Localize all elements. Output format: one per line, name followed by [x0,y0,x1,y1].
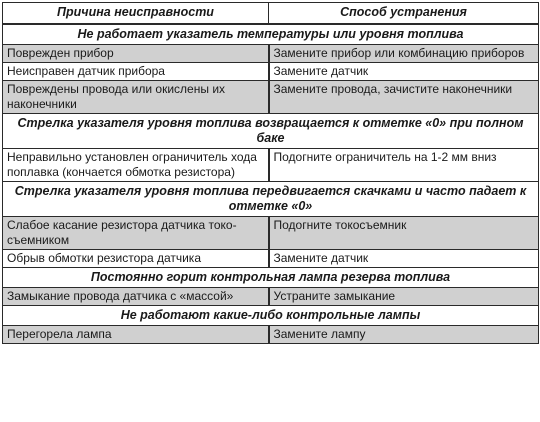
table-row [3,63,539,81]
cause-cell: Замыкание провода датчика с «массой» [3,288,269,306]
section-title: Не работают какие-либо контрольные лампы [3,306,539,326]
cause-cell: Неисправен датчик прибора [3,63,269,81]
cause-cell: Повреждены провода или окислены их наконечники [3,81,269,114]
table-row [3,149,539,182]
table-row [3,326,539,344]
table-row [3,250,539,268]
cause-cell: Слабое касание резистора датчика токосъемником [3,217,269,250]
cause-cell: Неправильно установлен ограничитель хода поплавка (кончается обмотка резистора) [3,149,269,182]
header-cause: Причина неисправности [3,3,269,25]
section-title: Стрелка указателя уровня топлива передвигается скачками и часто падает к отметке «0» [3,182,539,217]
fault-table [2,2,539,344]
cause-cell: Обрыв обмотки резистора датчика [3,250,269,268]
section-row [3,182,539,217]
section-title: Постоянно горит контрольная лампа резерва топлива [3,268,539,288]
section-row [3,114,539,149]
remedy-cell: Подогните ограничитель на 1-2 мм вниз [269,149,539,182]
remedy-cell: Замените провода, зачистите наконечники [269,81,539,114]
table-row [3,45,539,63]
remedy-cell: Устраните замыкание [269,288,539,306]
table-row [3,217,539,250]
section-row [3,268,539,288]
remedy-cell: Замените лампу [269,326,539,344]
remedy-cell: Замените датчик [269,63,539,81]
cause-cell: Поврежден прибор [3,45,269,63]
header-remedy: Способ устранения [269,3,539,25]
section-title: Не работает указатель температуры или уровня топлива [3,24,539,45]
table-row [3,81,539,114]
remedy-cell: Подогните токосъемник [269,217,539,250]
remedy-cell: Замените датчик [269,250,539,268]
table-header-row [3,3,539,25]
section-title: Стрелка указателя уровня топлива возвращается к отметке «0» при полном баке [3,114,539,149]
cause-cell: Перегорела лампа [3,326,269,344]
table-row [3,288,539,306]
section-row [3,306,539,326]
remedy-cell: Замените прибор или комбинацию приборов [269,45,539,63]
section-row [3,24,539,45]
